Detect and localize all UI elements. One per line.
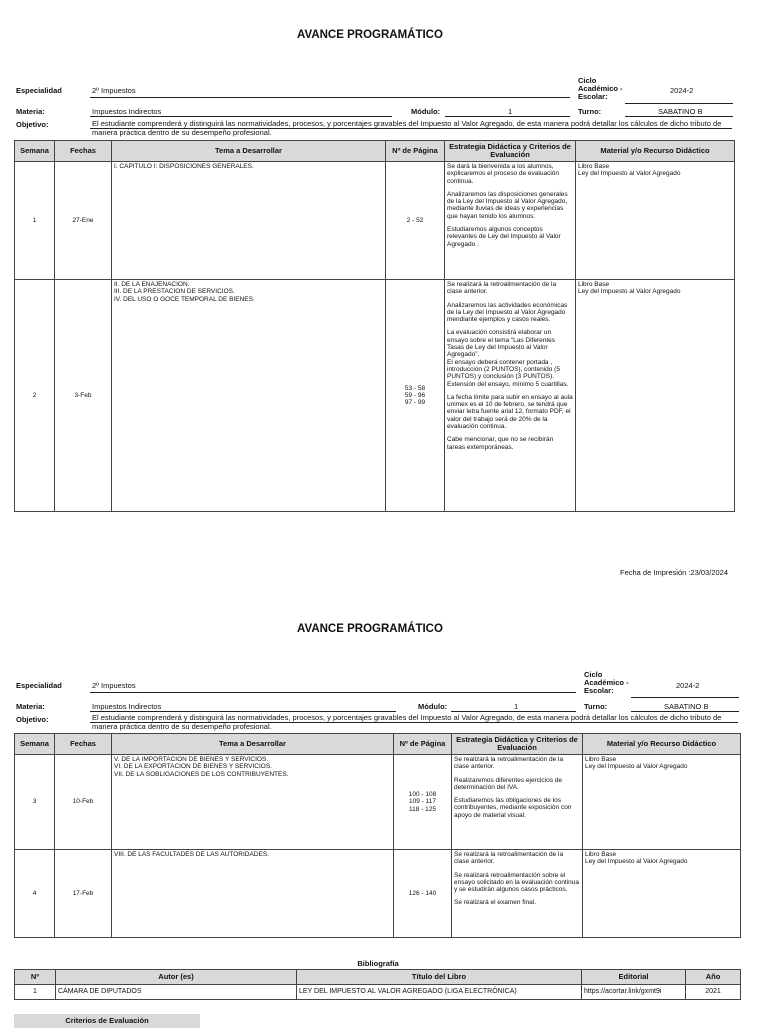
header-tema: Tema a Desarrollar [112,734,394,755]
modulo-underline-2 [451,711,576,712]
modulo-value: 1 [508,107,513,116]
materia-underline [90,116,392,117]
ciclo-label: Ciclo Académico - Escolar: [578,76,623,101]
turno-value-2: SABATINO B [664,702,709,711]
row-tema: II. DE LA ENAJENACION. III. DE LA PRESTACION DE SERVICIOS. IV. DEL USO O GOCE TEMPORAL DE BIENES. [112,280,386,512]
row-tema: I. CAPITULO I: DISPOSICIONES GENERALES. [112,162,386,280]
bib-no: 1 [15,985,56,1000]
turno-value: SABATINO B [658,107,703,116]
estrategia-paragraph: Estudiaremos las obligaciones de los contribuyentes, mediante exposición con apoyo de material visual. [454,797,572,819]
ciclo-label-2: Ciclo Académico - Escolar: [584,670,629,695]
objetivo-text: El estudiante comprenderá y distinguirá las normatividades, procesos, y porcentajes gravables del Impuesto al Valor Agregado, de esta manera podrá detallar los cálculos de dicho tributo de manera práctica dentro de su desempeño profesional. [92,119,722,137]
objetivo-underline [90,128,732,129]
estrategia-paragraph: Se realizará retroalimentación sobre el ensayo solicitado en la evaluación continua y se estudirán algunos casos prácticos. [454,871,580,894]
ciclo-value-2: 2024-2 [676,681,700,690]
turno-label: Turno: [578,107,602,116]
modulo-value-2: 1 [514,702,519,711]
materia-label: Materia: [16,107,45,116]
row-estrategia [452,850,583,938]
page-title: AVANCE PROGRAMÁTICO [297,29,443,41]
row-tema: VIII. DE LAS FACULTADES DE LAS AUTORIDADES. [112,850,394,938]
row-estrategia [445,162,576,280]
header-material: Material y/o Recurso Didáctico [583,734,741,755]
estrategia-paragraph: La fecha límite para subir en ensayo al aula unimex es el 10 de febrero, se tendrá que enviar letra fuente arial 12, formato PDF, el valor del trabajo será de 20% de la evaluación continua. [447,393,573,431]
especialidad-label-2: Especialidad [16,681,62,690]
ciclo-underline [625,103,733,104]
bibliografia-table [14,969,741,1000]
estrategia-paragraph: Realizaremos diferentes ejercicios de determinación del IVA. [454,776,563,791]
modulo-underline [445,116,570,117]
row-material: Libro Base Ley del Impuesto al Valor Agregado [576,162,735,280]
row-paginas: 100 - 108 109 - 117 118 - 125 [394,755,452,850]
header-estrategia: Estrategia Didáctica y Criterios de Evaluación [445,141,576,162]
row-fecha: 10-Feb [55,755,112,850]
bib-autor: CÁMARA DE DIPUTADOS [56,985,297,1000]
header-semana: Semana [15,141,55,162]
row-semana: 3 [15,755,55,850]
row-fecha: 27-Ene [55,162,112,280]
table-row [15,162,735,280]
bib-anio: 2021 [686,985,741,1000]
especialidad-underline [90,97,570,98]
row-material: Libro Base Ley del Impuesto al Valor Agregado [576,280,735,512]
estrategia-paragraph: Se dará la bienvenida a los alumnos, explicaremos el proceso de evaluación continua. [447,163,560,185]
row-estrategia [445,280,576,512]
materia-label-2: Materia: [16,702,45,711]
row-paginas: 53 - 58 59 - 96 97 - 99 [386,280,445,512]
bib-editorial-link[interactable]: https://acortar.link/gxmt9i [582,985,686,1000]
header-paginas: Nº de Página [386,141,445,162]
especialidad-value: 2º Impuestos [92,86,136,95]
header-semana: Semana [15,734,55,755]
bib-header-titulo: Título del Libro [297,970,582,985]
turno-underline-2 [631,711,739,712]
row-material: Libro Base Ley del Impuesto al Valor Agregado [583,755,741,850]
estrategia-paragraph: Se realizará la retroalimentación de la clase anterior. [447,281,557,296]
especialidad-label: Especialidad [16,86,62,95]
table-row [15,985,741,1000]
bib-header-editorial: Editorial [582,970,686,985]
ciclo-value: 2024-2 [670,86,694,95]
avance-table-page2 [14,733,741,938]
materia-value: Impuestos Indirectos [92,107,162,116]
avance-table-page1 [14,140,735,512]
materia-value-2: Impuestos Indirectos [92,702,162,711]
page-title-2: AVANCE PROGRAMÁTICO [297,623,443,635]
objetivo-label: Objetivo: [16,120,49,129]
estrategia-paragraph: Estudiaremos algunos conceptos relevantes de Ley del Impuesto al Valor Agregado . [447,226,561,248]
objetivo-label-2: Objetivo: [16,715,49,724]
row-material: Libro Base Ley del Impuesto al Valor Agregado [583,850,741,938]
row-tema: V. DE LA IMPORTACION DE BIENES Y SERVICIOS. VI. DE LA EXPORTACION DE BIENES Y SERVICIOS. VII. DE LA SOBLIGACIONES DE LOS CONTRIBUYENTES. [112,755,394,850]
row-semana: 2 [15,280,55,512]
row-semana: 1 [15,162,55,280]
estrategia-paragraph: Analizaremos las disposiciones generales de la Ley del Impuesto al Valor Agregado, mediante lluvias de ideas y experiencias que hayan tenido los alumnos. [447,190,568,220]
modulo-label: Módulo: [411,107,441,116]
bib-header-anio: Año [686,970,741,985]
estrategia-paragraph: Se realizará la retroalimentación de la clase anterior. [454,851,564,866]
header-material: Material y/o Recurso Didáctico [576,141,735,162]
ciclo-underline-2 [631,697,739,698]
row-paginas: 2 - 52 [386,162,445,280]
turno-underline [625,116,733,117]
estrategia-paragraph: Analizaremos las actividades económicas de la Ley del Impuesto al Valor Agregado mendiante ejemplos y casos reales. [447,301,568,324]
estrategia-paragraph: Se realizará la retroalimentación de la clase anterior. [454,756,564,771]
row-semana: 4 [15,850,55,938]
bib-header-autor: Autor (es) [56,970,297,985]
especialidad-value-2: 2º Impuestos [92,681,136,690]
estrategia-paragraph: Cabe mencionar, que no se recibirán tareas extemporáneas. [447,436,554,451]
row-estrategia [452,755,583,850]
estrategia-paragraph: Se realizará el examen final. [454,899,537,907]
table-row [15,850,741,938]
criterios-title: Criterios de Evaluación [14,1014,200,1028]
turno-label-2: Turno: [584,702,608,711]
print-date: Fecha de Impresión :23/03/2024 [620,568,728,577]
header-fechas: Fechas [55,734,112,755]
bib-titulo: LEY DEL IMPUESTO AL VALOR AGREGADO (LIGA ELECTRÓNICA) [297,985,582,1000]
header-tema: Tema a Desarrollar [112,141,386,162]
row-fecha: 17-Feb [55,850,112,938]
row-fecha: 3-Feb [55,280,112,512]
objetivo-underline-2 [90,722,738,723]
row-paginas: 126 - 140 [394,850,452,938]
header-fechas: Fechas [55,141,112,162]
header-estrategia: Estrategia Didáctica y Criterios de Evaluación [452,734,583,755]
especialidad-underline-2 [90,692,576,693]
header-paginas: Nº de Página [394,734,452,755]
objetivo-text-2: El estudiante comprenderá y distinguirá las normatividades, procesos, y porcentajes gravables del Impuesto al Valor Agregado, de esta manera podrá detallar los cálculos de dicho tributo de manera práctica dentro de su desempeño profesional. [92,713,722,731]
table-row [15,280,735,512]
table-row [15,755,741,850]
estrategia-paragraph: La evaluación consistirá elaborar un ensayo sobre el tema “Las Diferentes Tasas de Ley del Impuesto al Valor Agregado”. El ensayo deberá contener portada , introducción (2 PUNTOS), contenido (5 PUNTOS) y conclusión (3 PUNTOS). Extensión del ensayo, mínimo 5 cuartillas. [447,329,569,388]
bibliografia-title: Bibliografía [357,959,399,968]
modulo-label-2: Módulo: [418,702,448,711]
bib-header-no: Nº [15,970,56,985]
materia-underline-2 [90,711,396,712]
